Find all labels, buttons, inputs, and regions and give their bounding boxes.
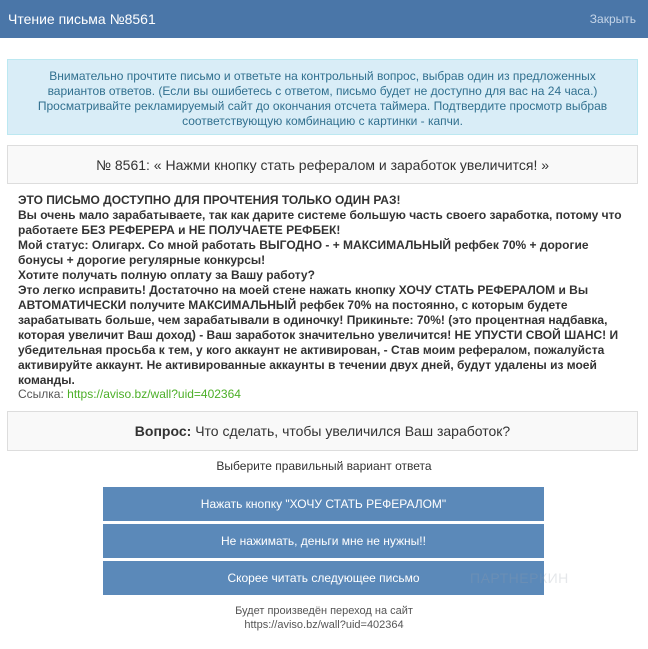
letter-subject: № 8561: « Нажми кнопку стать рефералом и заработок увеличится! » bbox=[7, 145, 638, 184]
redirect-url: https://aviso.bz/wall?uid=402364 bbox=[244, 619, 404, 631]
letter-link bbox=[18, 387, 241, 401]
close-link[interactable]: Закрыть bbox=[589, 12, 636, 26]
link-label: Ссылка: bbox=[18, 387, 64, 401]
info-alert: Внимательно прочтите письмо и ответьте на контрольный вопрос, выбрав один из предложенных вариантов ответов. (Если вы ошибетесь с ответом, письмо будет не доступно для вас на 24 часа.) Просматривайте рекламируемый сайт до окончания отсчета таймера. Подтвердите просмотр выбрав соответствующую комбинацию с картинки - капчи. bbox=[7, 59, 638, 135]
page-title: Чтение письма №8561 bbox=[8, 11, 156, 27]
link-url[interactable]: https://aviso.bz/wall?uid=402364 bbox=[67, 387, 241, 401]
body-paragraph: Мой статус: Олигарх. Со мной работать ВЫГОДНО - + МАКСИМАЛЬНЫЙ рефбек 70% + дорогие бонусы + дорогие регулярные конкурсы! bbox=[18, 238, 589, 267]
letter-body bbox=[18, 193, 630, 388]
answer-button-1[interactable]: Нажать кнопку "ХОЧУ СТАТЬ РЕФЕРАЛОМ" bbox=[103, 487, 544, 521]
watermark: ПАРТНЕРКИН bbox=[470, 570, 569, 586]
body-paragraph: Хотите получать полную оплату за Вашу работу? bbox=[18, 268, 315, 282]
question-box bbox=[7, 411, 638, 451]
body-paragraph: ЭТО ПИСЬМО ДОСТУПНО ДЛЯ ПРОЧТЕНИЯ ТОЛЬКО ОДИН РАЗ! bbox=[18, 193, 401, 207]
redirect-note bbox=[0, 604, 648, 632]
redirect-text: Будет произведён переход на сайт bbox=[235, 605, 413, 617]
body-paragraph: Это легко исправить! Достаточно на моей стене нажать кнопку ХОЧУ СТАТЬ РЕФЕРАЛОМ и Вы АВТОМАТИЧЕСКИ получите МАКСИМАЛЬНЫЙ рефбек 70% на постоянно, с которым будете зарабатывать больше, чем зарабатывали в одиночку! Прикиньте: 70%! (это процентная надбавка, которая увеличит Ваш доход) - Ваш заработок значительно увеличится! НЕ УПУСТИ СВОЙ ШАНС! И убедительная просьба к тем, у кого аккаунт не активирован, - Став моим рефералом, пожалуйста активируйте аккаунт. Не активированные аккаунты в течении двух дней, будут удалены из моей команды. bbox=[18, 283, 619, 387]
answer-button-3[interactable]: Скорее читать следующее письмо bbox=[103, 561, 544, 595]
body-paragraph: Вы очень мало зарабатываете, так как дарите системе большую часть своего заработка, потому что работаете БЕЗ РЕФЕРЕРА и НЕ ПОЛУЧАЕТЕ РЕФБЕК! bbox=[18, 208, 622, 237]
choose-prompt: Выберите правильный вариант ответа bbox=[216, 459, 432, 473]
answer-button-2[interactable]: Не нажимать, деньги мне не нужны!! bbox=[103, 524, 544, 558]
question-label: Вопрос: bbox=[134, 423, 192, 439]
header bbox=[0, 0, 648, 38]
question-text: Что сделать, чтобы увеличился Ваш заработок? bbox=[195, 423, 511, 439]
